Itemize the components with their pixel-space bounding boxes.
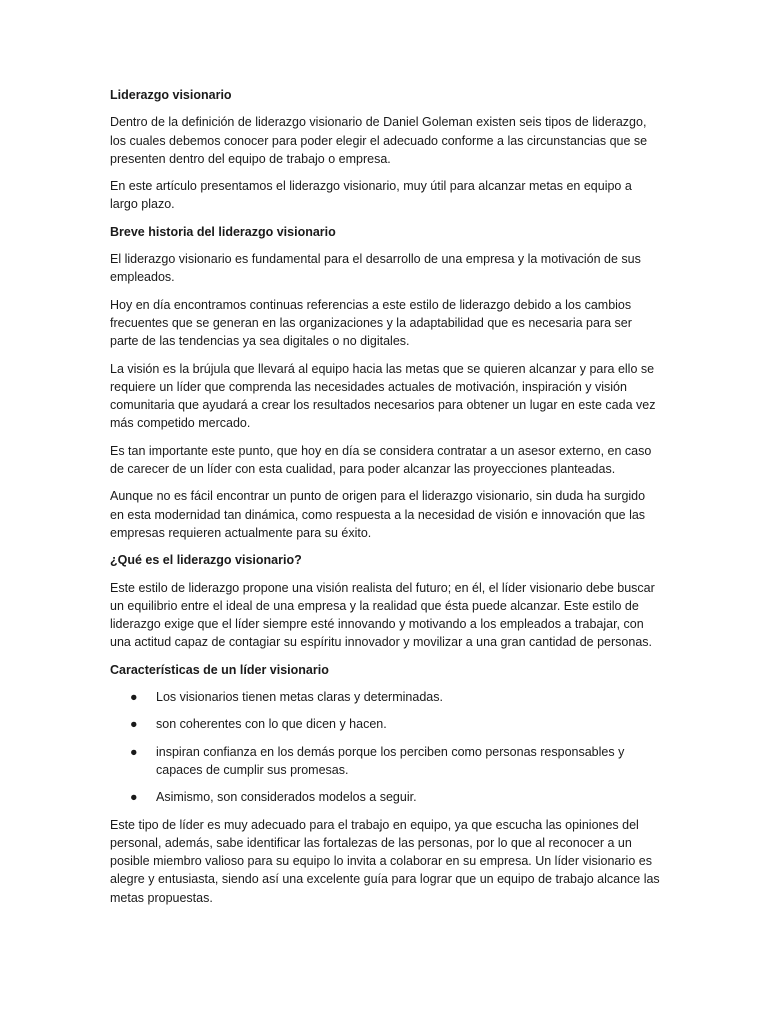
document-title: Liderazgo visionario [110,88,232,102]
bullet-icon: ● [130,690,138,705]
definition-heading: ¿Qué es el liderazgo visionario? [110,553,302,568]
definition-paragraph: Este estilo de liderazgo propone una visión realista del futuro; en él, el líder visionario debe buscar un equilibrio entre el ideal de una empresa y la realidad que ésta puede alcanzar. Este estilo de liderazgo exige que el líder siempre esté innovando y motivando a los empleados a trabajar, con una actitud capaz de contagiar su espíritu innovador y movilizar a una gran cantidad de personas. [110,580,655,650]
list-item-text: Los visionarios tienen metas claras y determinadas. [156,690,443,705]
intro-paragraph-2: En este artículo presentamos el liderazgo visionario, muy útil para alcanzar metas en equipo a largo plazo. [110,179,632,212]
list-item [110,743,662,780]
bullet-icon: ● [130,717,138,732]
history-paragraph-2: Hoy en día encontramos continuas referencias a este estilo de liderazgo debido a los cambios frecuentes que se generan en las organizaciones y la adaptabilidad que es necesaria para ser parte de las tendencias ya sea digitales o no digitales. [110,297,632,349]
list-item [110,715,662,733]
history-paragraph-5: Aunque no es fácil encontrar un punto de origen para el liderazgo visionario, sin duda ha surgido en esta modernidad tan dinámica, como respuesta a la necesidad de visión e innovación que las empresas requieren actualmente para su éxito. [110,489,646,540]
list-item [110,788,662,806]
list-item-text: son coherentes con lo que dicen y hacen. [156,717,387,732]
bullet-icon: ● [130,744,138,759]
history-paragraph-1: El liderazgo visionario es fundamental para el desarrollo de una empresa y la motivación de sus empleados. [110,252,641,285]
history-heading: Breve historia del liderazgo visionario [110,224,336,239]
bullet-icon: ● [130,790,138,805]
list-item-text: Asimismo, son considerados modelos a seguir. [156,790,417,805]
history-paragraph-4: Es tan importante este punto, que hoy en día se considera contratar a un asesor externo, en caso de carecer de un líder con esta cualidad, para poder alcanzar las proyecciones planteadas. [110,443,652,477]
characteristics-heading: Características de un líder visionario [110,662,329,677]
closing-paragraph: Este tipo de líder es muy adecuado para el trabajo en equipo, ya que escucha las opiniones del personal, además, sabe identificar las fortalezas de las personas, por lo que al reconocer a un posible miembro valioso para su equipo lo invita a colaborar en su empresa. Un líder visionario es alegre y entusiasta, siendo así una excelente guía para lograr que un equipo de trabajo alcance las metas propuestas. [110,817,660,905]
characteristics-list [110,688,662,806]
list-item [110,688,662,706]
list-item-text: inspiran confianza en los demás porque los perciben como personas responsables y capaces de cumplir sus promesas. [156,744,625,777]
intro-paragraph-1: Dentro de la definición de liderazgo visionario de Daniel Goleman existen seis tipos de liderazgo, los cuales debemos conocer para poder elegir el adecuado conforme a las circunstancias que se presenten dentro del equipo de trabajo o empresa. [110,115,648,166]
document-page [110,86,662,916]
history-paragraph-3: La visión es la brújula que llevará al equipo hacia las metas que se quieren alcanzar y para ello se requiere un líder que comprenda las necesidades actuales de motivación, inspiración y visión comunitaria que ayudará a crear los resultados necesarios para obtener un lugar en este cada vez más competido mercado. [110,361,656,431]
